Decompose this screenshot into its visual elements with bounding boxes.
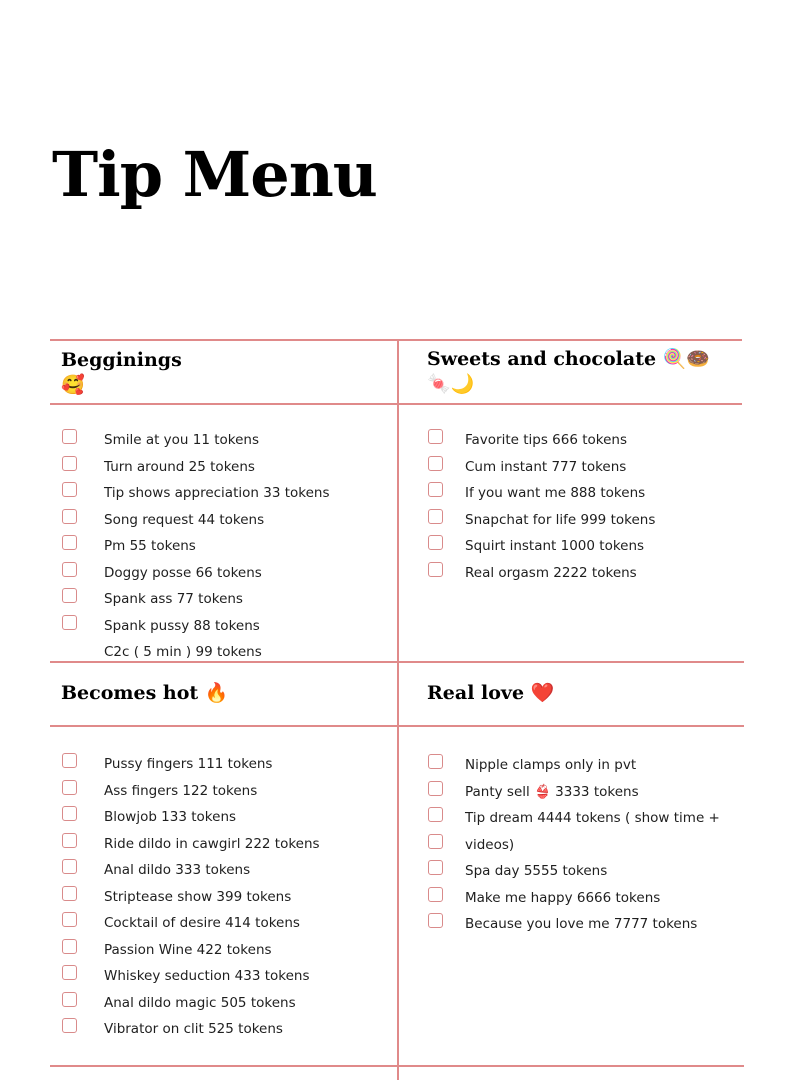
item-label: Squirt instant 1000 tokens bbox=[465, 538, 645, 554]
fire-icon: 🔥 bbox=[204, 682, 229, 704]
checkbox[interactable] bbox=[62, 992, 77, 1007]
item-label: Cocktail of desire 414 tokens bbox=[104, 915, 300, 931]
item-label: Pussy fingers 111 tokens bbox=[104, 756, 273, 772]
checkbox[interactable] bbox=[428, 456, 443, 471]
checkbox[interactable] bbox=[62, 833, 77, 848]
item-label: Turn around 25 tokens bbox=[104, 458, 255, 475]
item-label: Spa day 5555 tokens bbox=[465, 863, 608, 879]
item-label: Doggy posse 66 tokens bbox=[104, 564, 262, 581]
checkbox[interactable] bbox=[62, 939, 77, 954]
section-title-text: Begginings bbox=[61, 349, 182, 371]
item-label: Make me happy 6666 tokens bbox=[465, 889, 661, 906]
checkbox[interactable] bbox=[428, 860, 443, 875]
checkbox[interactable] bbox=[428, 913, 443, 928]
section-title-love bbox=[427, 681, 554, 706]
checkbox[interactable] bbox=[62, 1018, 77, 1033]
section-title-text: Becomes hot bbox=[61, 682, 199, 704]
item-label: Song request 44 tokens bbox=[104, 511, 265, 528]
checkbox[interactable] bbox=[428, 509, 443, 524]
item-label: Smile at you 11 tokens bbox=[104, 432, 260, 448]
checkbox[interactable] bbox=[62, 562, 77, 577]
section-title-hot bbox=[61, 681, 228, 706]
checkbox[interactable] bbox=[428, 562, 443, 577]
checkbox[interactable] bbox=[62, 509, 77, 524]
item-label: Because you love me 7777 tokens bbox=[465, 916, 698, 932]
checkbox[interactable] bbox=[62, 965, 77, 980]
item-label: Vibrator on clit 525 tokens bbox=[104, 1021, 283, 1037]
checkbox[interactable] bbox=[62, 429, 77, 444]
candy-moon-icon: 🍬🌙 bbox=[427, 373, 475, 395]
item-label: Spank ass 77 tokens bbox=[104, 591, 243, 607]
item-label: Blowjob 133 tokens bbox=[104, 809, 237, 825]
checkbox[interactable] bbox=[428, 429, 443, 444]
checkbox[interactable] bbox=[62, 588, 77, 603]
item-label: Whiskey seduction 433 tokens bbox=[104, 968, 310, 984]
item-label: Ass fingers 122 tokens bbox=[104, 782, 258, 799]
checkbox[interactable] bbox=[62, 780, 77, 795]
item-label: Ride dildo in cawgirl 222 tokens bbox=[104, 835, 320, 852]
grid-line-vertical bbox=[397, 339, 399, 1080]
checkbox[interactable] bbox=[62, 535, 77, 550]
grid-line-top bbox=[50, 339, 742, 341]
item-label: Anal dildo 333 tokens bbox=[104, 862, 251, 878]
item-label: Real orgasm 2222 tokens bbox=[465, 564, 637, 581]
checkbox[interactable] bbox=[62, 859, 77, 874]
checkbox[interactable] bbox=[428, 807, 443, 822]
section-title-sweets bbox=[427, 347, 710, 397]
checkbox[interactable] bbox=[62, 912, 77, 927]
item-label: Panty sell 👙 3333 tokens bbox=[465, 783, 639, 800]
checkbox[interactable] bbox=[62, 482, 77, 497]
checkbox[interactable] bbox=[428, 887, 443, 902]
checkbox[interactable] bbox=[62, 886, 77, 901]
section-title-text: Real love bbox=[427, 682, 525, 704]
checkbox[interactable] bbox=[428, 781, 443, 796]
item-label: Striptease show 399 tokens bbox=[104, 888, 292, 905]
item-label: Pm 55 tokens bbox=[104, 538, 196, 554]
checkbox[interactable] bbox=[62, 615, 77, 630]
section-title-beginnings bbox=[61, 348, 182, 398]
item-label: Snapchat for life 999 tokens bbox=[465, 511, 656, 528]
item-label: Spank pussy 88 tokens bbox=[104, 617, 260, 634]
checkbox[interactable] bbox=[428, 754, 443, 769]
item-label: Nipple clamps only in pvt bbox=[465, 757, 637, 773]
checkbox[interactable] bbox=[62, 753, 77, 768]
item-label: Favorite tips 666 tokens bbox=[465, 432, 628, 448]
checkbox[interactable] bbox=[428, 482, 443, 497]
checkbox[interactable] bbox=[62, 806, 77, 821]
checkbox[interactable] bbox=[428, 535, 443, 550]
item-label: Cum instant 777 tokens bbox=[465, 458, 627, 475]
item-label: Tip dream 4444 tokens ( show time + bbox=[465, 810, 720, 826]
item-label: videos) bbox=[465, 836, 515, 853]
item-label: If you want me 888 tokens bbox=[465, 485, 646, 501]
section-title-text: Sweets and chocolate bbox=[427, 348, 657, 370]
red-heart-icon: ❤️ bbox=[530, 682, 555, 704]
checkbox[interactable] bbox=[428, 834, 443, 849]
grid-line-header-1 bbox=[50, 403, 742, 405]
item-label: C2c ( 5 min ) 99 tokens bbox=[104, 644, 262, 660]
item-label: Anal dildo magic 505 tokens bbox=[104, 994, 296, 1011]
smiling-face-hearts-icon: 🥰 bbox=[61, 374, 85, 396]
page-title: Tip Menu bbox=[52, 138, 377, 211]
item-label: Passion Wine 422 tokens bbox=[104, 941, 272, 958]
checkbox[interactable] bbox=[62, 456, 77, 471]
item-label: Tip shows appreciation 33 tokens bbox=[104, 485, 330, 501]
lollipop-donut-icon: 🍭🍩 bbox=[662, 348, 711, 370]
